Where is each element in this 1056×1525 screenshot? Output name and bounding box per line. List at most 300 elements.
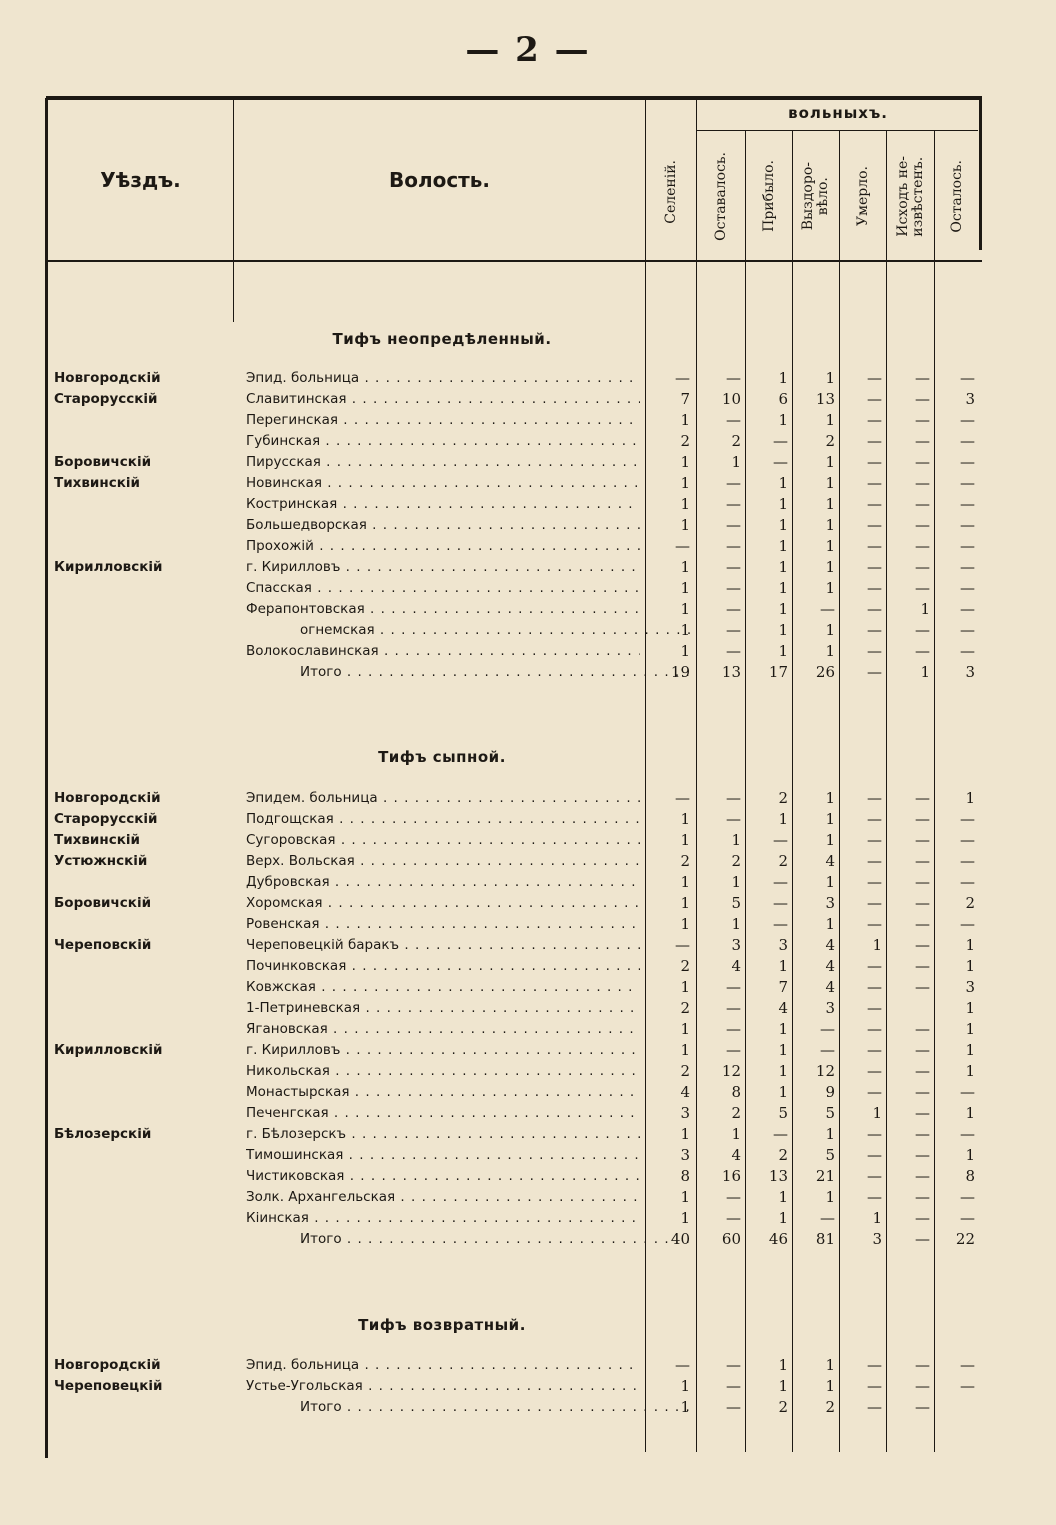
table-row <box>0 998 1056 1019</box>
value-cell: — <box>726 1041 741 1059</box>
value-cell: 1 <box>965 1062 975 1080</box>
header-ostavalos: Оставалось. <box>712 151 729 241</box>
value-cell: 1 <box>731 1125 741 1143</box>
value-cell: 1 <box>778 957 788 975</box>
uezd-cell: Кирилловскій <box>54 1042 163 1058</box>
value-cell: — <box>726 411 741 429</box>
value-cell: 12 <box>721 1062 741 1080</box>
volost-cell: г. Кирилловъ . . . <box>246 557 640 578</box>
value-cell: 4 <box>825 852 835 870</box>
value-cell: 1 <box>825 789 835 807</box>
value-cell: 4 <box>731 957 741 975</box>
value-cell: — <box>960 1083 975 1101</box>
value-cell: — <box>915 978 930 996</box>
volost-cell: Итого . . . <box>300 1397 694 1418</box>
value-cell: 1 <box>680 831 690 849</box>
value-cell: 10 <box>721 390 741 408</box>
value-cell: — <box>915 1188 930 1206</box>
value-cell: — <box>960 1188 975 1206</box>
volost-cell: Чистиковская . . . <box>246 1166 640 1187</box>
uezd-cell: Устюжнскій <box>54 853 148 869</box>
value-cell: 1 <box>680 579 690 597</box>
table-row <box>0 1166 1056 1187</box>
total-row <box>0 1397 1056 1418</box>
value-cell: — <box>915 1104 930 1122</box>
table-row <box>0 473 1056 494</box>
volost-cell: г. Кирилловъ . . . <box>246 1040 640 1061</box>
value-cell: — <box>820 1041 835 1059</box>
total-row <box>0 662 1056 683</box>
uezd-cell: Бѣлозерскій <box>54 1126 152 1142</box>
value-cell: 3 <box>680 1104 690 1122</box>
value-cell: 2 <box>731 432 741 450</box>
value-cell: — <box>867 1377 882 1395</box>
header-seleniy: Селеній. <box>662 160 679 224</box>
value-cell: 8 <box>680 1167 690 1185</box>
value-cell: 1 <box>778 1209 788 1227</box>
value-cell: 4 <box>825 957 835 975</box>
value-cell: 1 <box>680 453 690 471</box>
value-cell: 2 <box>680 852 690 870</box>
total-row <box>0 1229 1056 1250</box>
value-cell: — <box>867 1062 882 1080</box>
value-cell: 19 <box>670 663 690 681</box>
volost-cell: Подгощская . . . <box>246 809 640 830</box>
table-row <box>0 1124 1056 1145</box>
table-row <box>0 1355 1056 1376</box>
value-cell: 1 <box>680 1125 690 1143</box>
table-row <box>0 410 1056 431</box>
volost-cell: Сугоровская . . . <box>246 830 640 851</box>
header-uezd: Уѣздъ. <box>100 168 181 192</box>
value-cell: — <box>867 1146 882 1164</box>
value-cell: — <box>915 894 930 912</box>
value-cell: — <box>867 579 882 597</box>
value-cell: — <box>960 915 975 933</box>
value-cell: 1 <box>825 1377 835 1395</box>
volost-cell: Волокославинская . . . <box>246 641 640 662</box>
value-cell: — <box>820 600 835 618</box>
value-cell: — <box>915 936 930 954</box>
table-row <box>0 830 1056 851</box>
value-cell: — <box>867 831 882 849</box>
value-cell: — <box>867 1188 882 1206</box>
value-cell: 1 <box>825 1125 835 1143</box>
volost-cell: Итого . . . <box>300 1229 694 1250</box>
value-cell: 1 <box>778 642 788 660</box>
value-cell: — <box>867 810 882 828</box>
value-cell: — <box>773 1125 788 1143</box>
header-bottom-rule <box>46 260 982 262</box>
value-cell: 1 <box>965 1020 975 1038</box>
value-cell: — <box>915 642 930 660</box>
value-cell: — <box>960 1377 975 1395</box>
volost-cell: Большедворская . . . <box>246 515 640 536</box>
value-cell: 2 <box>778 1398 788 1416</box>
table-row <box>0 599 1056 620</box>
value-cell: — <box>915 915 930 933</box>
value-cell: 7 <box>778 978 788 996</box>
table-row <box>0 1145 1056 1166</box>
value-cell: — <box>915 873 930 891</box>
value-cell: — <box>915 537 930 555</box>
value-cell: 3 <box>965 978 975 996</box>
value-cell: 1 <box>965 999 975 1017</box>
value-cell: — <box>726 537 741 555</box>
value-cell: — <box>726 1209 741 1227</box>
value-cell: — <box>960 411 975 429</box>
left-border <box>45 98 48 1458</box>
table-row <box>0 872 1056 893</box>
value-cell: 3 <box>825 894 835 912</box>
table-row <box>0 1082 1056 1103</box>
table-row <box>0 788 1056 809</box>
uezd-cell: Новгородскій <box>54 370 161 386</box>
table-row <box>0 536 1056 557</box>
value-cell: 60 <box>721 1230 741 1248</box>
value-cell: 1 <box>680 873 690 891</box>
value-cell: — <box>726 474 741 492</box>
volost-cell: Прохожій . . . <box>246 536 640 557</box>
value-cell: — <box>960 600 975 618</box>
value-cell: — <box>675 369 690 387</box>
value-cell: — <box>915 1041 930 1059</box>
table-row <box>0 851 1056 872</box>
value-cell: 1 <box>825 1356 835 1374</box>
volost-cell: Монастырская . . . <box>246 1082 640 1103</box>
value-cell: — <box>960 621 975 639</box>
value-cell: — <box>960 579 975 597</box>
value-cell: — <box>820 1209 835 1227</box>
header-pribylo: Прибыло. <box>760 160 777 232</box>
table-row <box>0 809 1056 830</box>
section-title: Тифъ сыпной. <box>378 748 506 766</box>
volost-cell: Золк. Архангельская . . . <box>246 1187 640 1208</box>
table-row <box>0 578 1056 599</box>
value-cell: — <box>726 1020 741 1038</box>
value-cell: 13 <box>768 1167 788 1185</box>
volost-cell: Губинская . . . <box>246 431 640 452</box>
table-row <box>0 431 1056 452</box>
value-cell: 3 <box>965 663 975 681</box>
table-row <box>0 935 1056 956</box>
value-cell: — <box>867 474 882 492</box>
volost-cell: Эпидем. больница . . . <box>246 788 640 809</box>
value-cell: — <box>915 621 930 639</box>
table-row <box>0 1376 1056 1397</box>
value-cell: 1 <box>778 810 788 828</box>
value-cell: 26 <box>815 663 835 681</box>
value-cell: 1 <box>920 663 930 681</box>
value-cell: — <box>867 978 882 996</box>
value-cell: — <box>867 894 882 912</box>
value-cell: 5 <box>778 1104 788 1122</box>
value-cell: — <box>867 1020 882 1038</box>
value-cell: 3 <box>965 390 975 408</box>
value-cell: — <box>915 789 930 807</box>
volost-cell: Починковская . . . <box>246 956 640 977</box>
value-cell: 1 <box>731 873 741 891</box>
value-cell: — <box>867 411 882 429</box>
value-cell: 1 <box>778 495 788 513</box>
uezd-cell: Боровичскій <box>54 895 152 911</box>
volost-cell: Устье-Угольская . . . <box>246 1376 640 1397</box>
volost-cell: Перегинская . . . <box>246 410 640 431</box>
value-cell: — <box>915 1377 930 1395</box>
value-cell: 13 <box>815 390 835 408</box>
value-cell: — <box>867 369 882 387</box>
value-cell: 1 <box>825 642 835 660</box>
value-cell: — <box>867 516 882 534</box>
value-cell: 1 <box>872 936 882 954</box>
value-cell: — <box>960 432 975 450</box>
value-cell: — <box>915 1167 930 1185</box>
table-row <box>0 1061 1056 1082</box>
value-cell: 13 <box>721 663 741 681</box>
volost-cell: Ковжская . . . <box>246 977 640 998</box>
value-cell: — <box>915 495 930 513</box>
table-row <box>0 956 1056 977</box>
value-cell: — <box>773 915 788 933</box>
value-cell: 1 <box>731 915 741 933</box>
value-cell: 1 <box>778 1377 788 1395</box>
table-row <box>0 494 1056 515</box>
value-cell: 2 <box>680 957 690 975</box>
value-cell: 1 <box>778 1356 788 1374</box>
value-cell: — <box>915 390 930 408</box>
volost-cell: Костринская . . . <box>246 494 640 515</box>
value-cell: 1 <box>778 474 788 492</box>
value-cell: 1 <box>731 831 741 849</box>
value-cell: — <box>867 390 882 408</box>
value-cell: 4 <box>825 978 835 996</box>
value-cell: 1 <box>680 621 690 639</box>
value-cell: 3 <box>680 1146 690 1164</box>
value-cell: 1 <box>778 558 788 576</box>
value-cell: — <box>960 516 975 534</box>
table-row <box>0 557 1056 578</box>
value-cell: 5 <box>825 1146 835 1164</box>
value-cell: 12 <box>815 1062 835 1080</box>
value-cell: 1 <box>825 873 835 891</box>
value-cell: 1 <box>680 474 690 492</box>
col-line-volost <box>233 100 234 322</box>
table-row <box>0 368 1056 389</box>
volost-cell: Пирусская . . . <box>246 452 640 473</box>
value-cell: — <box>867 873 882 891</box>
value-cell: 1 <box>731 453 741 471</box>
value-cell: 1 <box>680 600 690 618</box>
value-cell: — <box>726 558 741 576</box>
header-umerlo: Умерло. <box>854 165 871 227</box>
value-cell: 1 <box>825 810 835 828</box>
value-cell: 2 <box>731 1104 741 1122</box>
volost-cell: Хоромская . . . <box>246 893 640 914</box>
header-iskhod: Исходъ не- извѣстенъ. <box>894 155 926 237</box>
value-cell: — <box>867 453 882 471</box>
value-cell: — <box>915 411 930 429</box>
uezd-cell: Тихвинскій <box>54 832 140 848</box>
value-cell: 1 <box>680 978 690 996</box>
value-cell: 1 <box>680 495 690 513</box>
value-cell: 6 <box>778 390 788 408</box>
value-cell: — <box>726 495 741 513</box>
value-cell: 21 <box>815 1167 835 1185</box>
value-cell: — <box>867 558 882 576</box>
volost-cell: Спасская . . . <box>246 578 640 599</box>
uezd-cell: Кирилловскій <box>54 559 163 575</box>
value-cell: 81 <box>815 1230 835 1248</box>
page-number: — 2 — <box>465 30 591 70</box>
value-cell: — <box>867 1167 882 1185</box>
value-cell: — <box>867 789 882 807</box>
uezd-cell: Тихвинскій <box>54 475 140 491</box>
volost-cell: Славитинская . . . <box>246 389 640 410</box>
value-cell: 7 <box>680 390 690 408</box>
value-cell: — <box>726 642 741 660</box>
value-cell: — <box>726 789 741 807</box>
value-cell: 1 <box>965 1146 975 1164</box>
uezd-cell: Старорусскій <box>54 391 158 407</box>
value-cell: 2 <box>965 894 975 912</box>
value-cell: 1 <box>680 1188 690 1206</box>
value-cell: — <box>867 1356 882 1374</box>
value-cell: 1 <box>680 894 690 912</box>
table-row <box>0 389 1056 410</box>
value-cell: — <box>915 1146 930 1164</box>
value-cell: 1 <box>825 537 835 555</box>
value-cell: — <box>867 663 882 681</box>
value-cell: 2 <box>778 789 788 807</box>
value-cell: 1 <box>778 579 788 597</box>
value-cell: — <box>960 1125 975 1143</box>
value-cell: 9 <box>825 1083 835 1101</box>
header-ostalos: Осталось. <box>948 159 965 233</box>
value-cell: 1 <box>920 600 930 618</box>
value-cell: 1 <box>872 1209 882 1227</box>
uezd-cell: Череповскій <box>54 937 152 953</box>
value-cell: — <box>726 810 741 828</box>
value-cell: 1 <box>825 558 835 576</box>
value-cell: 8 <box>965 1167 975 1185</box>
value-cell: — <box>960 474 975 492</box>
uezd-cell: Череповецкій <box>54 1378 163 1394</box>
value-cell: 2 <box>680 999 690 1017</box>
section-title: Тифъ возвратный. <box>358 1316 526 1334</box>
value-cell: — <box>960 495 975 513</box>
uezd-cell: Новгородскій <box>54 1357 161 1373</box>
value-cell: — <box>726 1377 741 1395</box>
value-cell: 1 <box>680 1041 690 1059</box>
value-cell: — <box>915 369 930 387</box>
value-cell: 1 <box>825 621 835 639</box>
value-cell: 1 <box>680 915 690 933</box>
uezd-cell: Боровичскій <box>54 454 152 470</box>
value-cell: — <box>915 1125 930 1143</box>
table-row <box>0 515 1056 536</box>
value-cell: 1 <box>825 516 835 534</box>
value-cell: 2 <box>680 432 690 450</box>
value-cell: 1 <box>825 411 835 429</box>
value-cell: 1 <box>778 1188 788 1206</box>
table-row <box>0 641 1056 662</box>
value-cell: — <box>915 1083 930 1101</box>
value-cell: 22 <box>955 1230 975 1248</box>
value-cell: — <box>726 1398 741 1416</box>
volnykh-rule <box>696 130 978 131</box>
volost-cell: Верх. Вольская . . . <box>246 851 640 872</box>
value-cell: 1 <box>965 789 975 807</box>
volost-cell: Череповецкій баракъ . . . <box>246 935 640 956</box>
value-cell: — <box>960 1209 975 1227</box>
value-cell: 1 <box>825 831 835 849</box>
value-cell: 1 <box>825 453 835 471</box>
value-cell: — <box>960 537 975 555</box>
volost-cell: Тимошинская . . . <box>246 1145 640 1166</box>
value-cell: 1 <box>680 810 690 828</box>
value-cell: — <box>915 957 930 975</box>
value-cell: — <box>726 1356 741 1374</box>
value-cell: — <box>915 831 930 849</box>
value-cell: — <box>867 915 882 933</box>
value-cell: — <box>867 537 882 555</box>
value-cell: 1 <box>778 1020 788 1038</box>
value-cell: — <box>675 1356 690 1374</box>
value-cell: — <box>773 831 788 849</box>
value-cell: 2 <box>825 432 835 450</box>
volost-cell: Ровенская . . . <box>246 914 640 935</box>
value-cell: — <box>773 873 788 891</box>
volost-cell: г. Бѣлозерскъ . . . <box>246 1124 640 1145</box>
value-cell: — <box>820 1020 835 1038</box>
volost-cell: Ферапонтовская . . . <box>246 599 640 620</box>
value-cell: — <box>867 621 882 639</box>
value-cell: 3 <box>825 999 835 1017</box>
value-cell: — <box>960 831 975 849</box>
value-cell: — <box>867 957 882 975</box>
volost-cell: Эпид. больница . . . <box>246 368 640 389</box>
value-cell: — <box>867 1125 882 1143</box>
value-cell: 1 <box>778 1041 788 1059</box>
value-cell: — <box>960 453 975 471</box>
value-cell: 3 <box>872 1230 882 1248</box>
volost-cell: Кіинская . . . <box>246 1208 640 1229</box>
value-cell: — <box>867 600 882 618</box>
table-row <box>0 1040 1056 1061</box>
value-cell: 1 <box>680 1377 690 1395</box>
value-cell: — <box>915 1209 930 1227</box>
value-cell: 16 <box>721 1167 741 1185</box>
value-cell: 1 <box>778 600 788 618</box>
value-cell: — <box>960 1356 975 1374</box>
value-cell: 1 <box>680 516 690 534</box>
value-cell: 1 <box>680 411 690 429</box>
uezd-cell: Новгородскій <box>54 790 161 806</box>
value-cell: 1 <box>965 936 975 954</box>
value-cell: 1 <box>965 1041 975 1059</box>
value-cell: 2 <box>778 1146 788 1164</box>
value-cell: — <box>867 999 882 1017</box>
value-cell: 2 <box>825 1398 835 1416</box>
value-cell: — <box>915 1356 930 1374</box>
value-cell: 1 <box>825 915 835 933</box>
value-cell: — <box>867 852 882 870</box>
value-cell: 1 <box>778 1083 788 1101</box>
value-cell: 1 <box>872 1104 882 1122</box>
value-cell: — <box>773 894 788 912</box>
value-cell: — <box>867 1041 882 1059</box>
value-cell: — <box>867 642 882 660</box>
